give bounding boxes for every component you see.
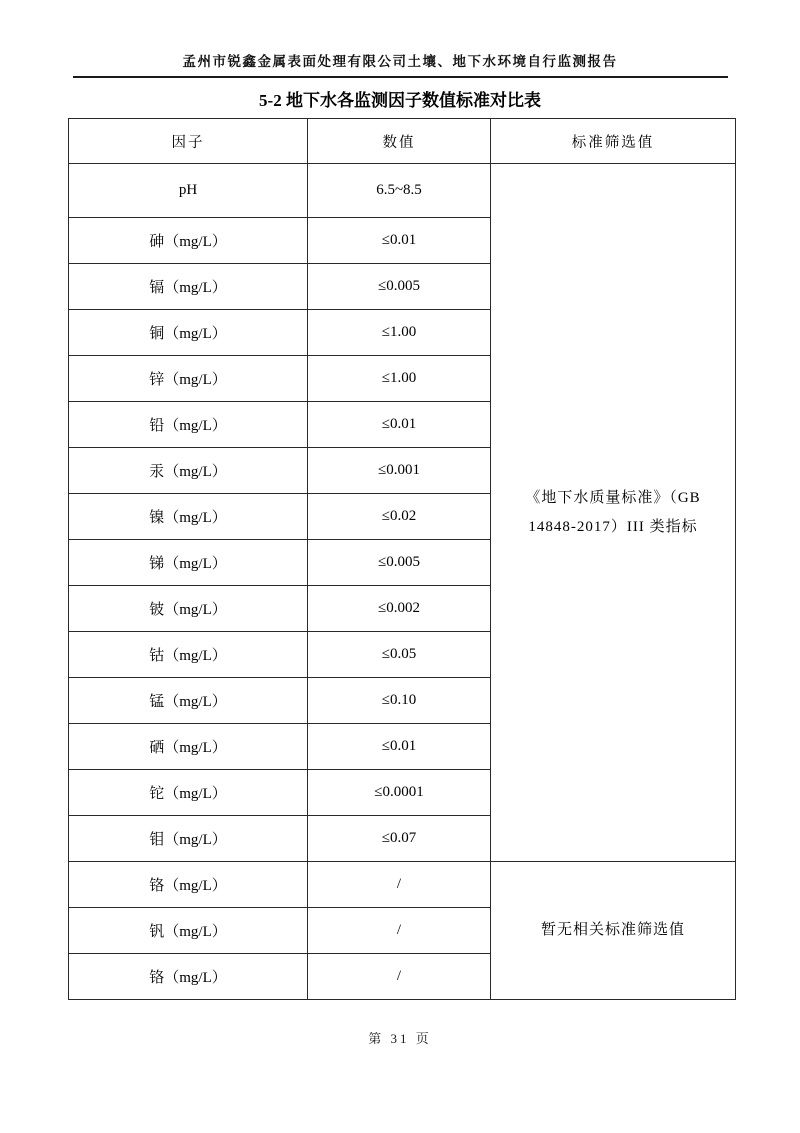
table-header [69,119,736,164]
value-cell: ≤0.005 [308,264,491,310]
value-cell: ≤0.01 [308,218,491,264]
standard-cell: 暂无相关标准筛选值 [491,862,736,1000]
factor-cell: 锰（mg/L） [69,678,308,724]
factor-cell: 钴（mg/L） [69,632,308,678]
factor-cell: 铅（mg/L） [69,402,308,448]
column-header-factor: 因子 [69,119,308,164]
factor-cell: 铜（mg/L） [69,310,308,356]
column-header-value: 数值 [308,119,491,164]
factor-cell: 铬（mg/L） [69,862,308,908]
standard-cell: 《地下水质量标准》（GB 14848-2017）III 类指标 [491,164,736,862]
value-cell: ≤0.0001 [308,770,491,816]
header-rule [73,76,728,78]
factor-cell: 铍（mg/L） [69,586,308,632]
value-cell: / [308,862,491,908]
factor-cell: 钒（mg/L） [69,908,308,954]
table-body [69,164,736,1000]
value-cell: ≤0.02 [308,494,491,540]
factor-cell: 铊（mg/L） [69,770,308,816]
value-cell: ≤0.01 [308,402,491,448]
document-header: 孟州市锐鑫金属表面处理有限公司土壤、地下水环境自行监测报告 [182,54,618,69]
value-cell: ≤0.01 [308,724,491,770]
factor-cell: 铬（mg/L） [69,954,308,1000]
value-cell: ≤0.10 [308,678,491,724]
factor-cell: pH [69,164,308,218]
table-row [69,862,736,908]
factor-cell: 锑（mg/L） [69,540,308,586]
value-cell: ≤0.002 [308,586,491,632]
factor-cell: 镍（mg/L） [69,494,308,540]
factor-cell: 钼（mg/L） [69,816,308,862]
factor-cell: 镉（mg/L） [69,264,308,310]
factors-table [68,118,736,1000]
value-cell: / [308,954,491,1000]
factor-cell: 锌（mg/L） [69,356,308,402]
table-title: 5-2 地下水各监测因子数值标准对比表 [259,91,541,110]
value-cell: ≤0.001 [308,448,491,494]
table-row [69,164,736,218]
value-cell: ≤1.00 [308,356,491,402]
value-cell: 6.5~8.5 [308,164,491,218]
table-header-row [69,119,736,164]
factor-cell: 硒（mg/L） [69,724,308,770]
value-cell: / [308,908,491,954]
value-cell: ≤1.00 [308,310,491,356]
factor-cell: 砷（mg/L） [69,218,308,264]
factor-cell: 汞（mg/L） [69,448,308,494]
column-header-standard: 标准筛选值 [491,119,736,164]
value-cell: ≤0.005 [308,540,491,586]
value-cell: ≤0.05 [308,632,491,678]
value-cell: ≤0.07 [308,816,491,862]
page-number: 第 31 页 [368,1031,432,1046]
